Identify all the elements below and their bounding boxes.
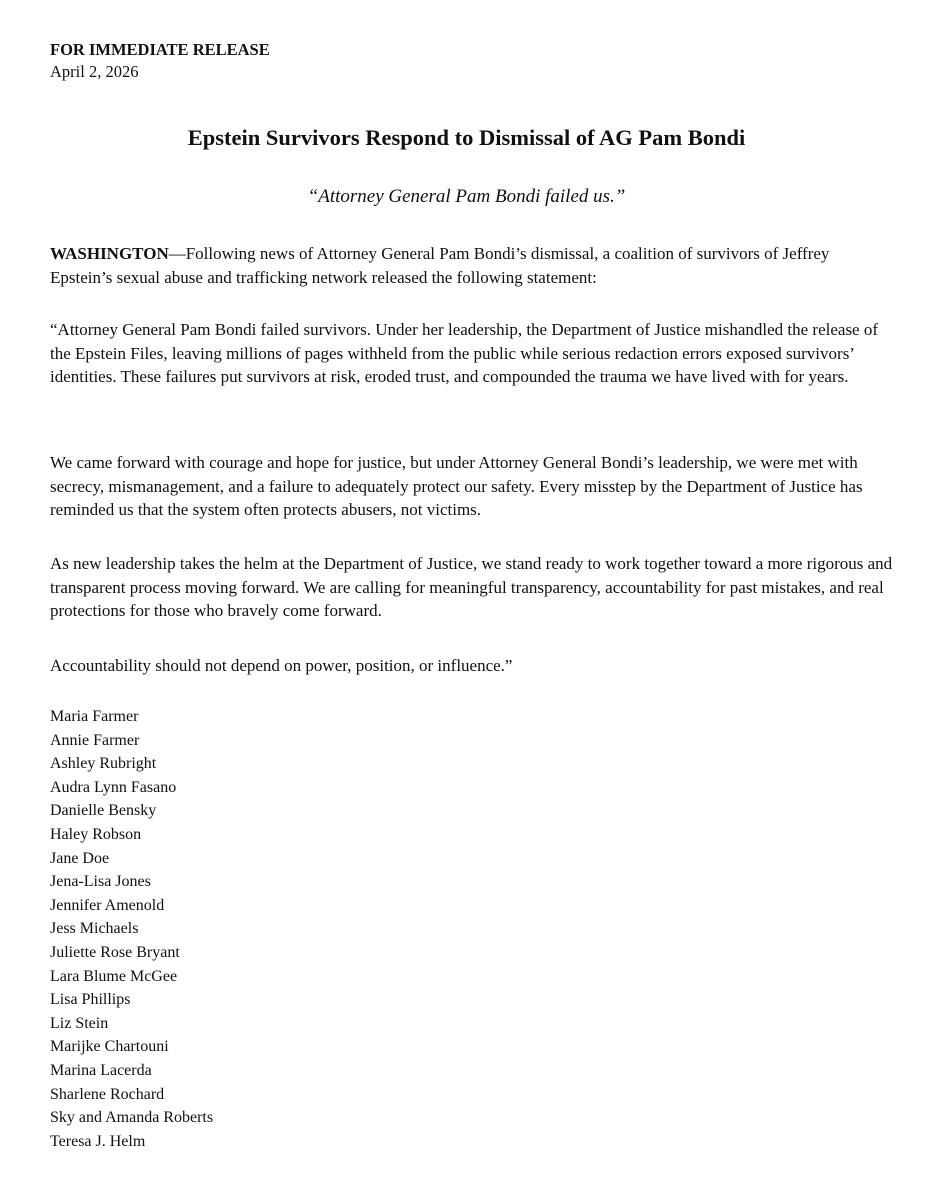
statement-paragraph-4: Accountability should not depend on power, position, or influence.” (50, 656, 513, 675)
signatory-name: Ashley Rubright (50, 755, 157, 773)
release-label: FOR IMMEDIATE RELEASE (50, 40, 270, 59)
statement-paragraph-1: “Attorney General Pam Bondi failed survivors. Under her leadership, the Department of Justice mishandled the release of the Epstein Files, leaving millions of pages withheld from the public while serious redaction errors exposed survivors’ identities. These failures put survivors at risk, eroded trust, and compounded the trauma we have lived with for years. (50, 320, 879, 386)
release-date: April 2, 2026 (50, 62, 139, 81)
signatory-name: Lara Blume McGee (50, 967, 178, 985)
dateline: WASHINGTON (50, 244, 169, 263)
signatory-name: Sharlene Rochard (50, 1085, 165, 1103)
signatory-name: Jena-Lisa Jones (50, 873, 151, 891)
signatory-name: Haley Robson (50, 825, 142, 843)
release-header (50, 39, 270, 83)
signatory-name: Audra Lynn Fasano (50, 778, 177, 796)
signatory-name: Maria Farmer (50, 708, 139, 725)
signatory-list (50, 705, 213, 1153)
signatory-name: Jane Doe (50, 849, 110, 867)
press-release-title: Epstein Survivors Respond to Dismissal of AG Pam Bondi (187, 125, 746, 150)
signatory-name: Marina Lacerda (50, 1061, 152, 1079)
signatory-name: Juliette Rose Bryant (50, 943, 180, 961)
signatory-name: Lisa Phillips (50, 991, 131, 1009)
signatory-name: Sky and Amanda Roberts (50, 1109, 214, 1127)
signatory-name: Jennifer Amenold (50, 896, 165, 914)
signatory-name: Marijke Chartouni (50, 1038, 169, 1056)
statement-paragraph-2: We came forward with courage and hope for justice, but under Attorney General Bondi’s leadership, we were met with secrecy, mismanagement, and a failure to adequately protect our safety. Every misstep by the Department of Justice has reminded us that the system often protects abusers, not victims. (50, 453, 863, 519)
signatory-name: Jess Michaels (50, 920, 139, 938)
press-release-subtitle: “Attorney General Pam Bondi failed us.” (307, 186, 626, 207)
signatory-name: Teresa J. Helm (50, 1132, 146, 1150)
statement-paragraph-3: As new leadership takes the helm at the Department of Justice, we stand ready to work together toward a more rigorous and transparent process moving forward. We are calling for meaningful transparency, accountability for past mistakes, and real protections for those who bravely come forward. (50, 554, 893, 620)
intro-text: —Following news of Attorney General Pam Bondi’s dismissal, a coalition of survivors of Jeffrey Epstein’s sexual abuse and trafficking network released the following statement: (50, 244, 830, 287)
signatory-name: Liz Stein (50, 1014, 109, 1032)
intro-paragraph (50, 242, 895, 289)
signatory-name: Danielle Bensky (50, 802, 157, 820)
signatory-name: Annie Farmer (50, 731, 140, 749)
